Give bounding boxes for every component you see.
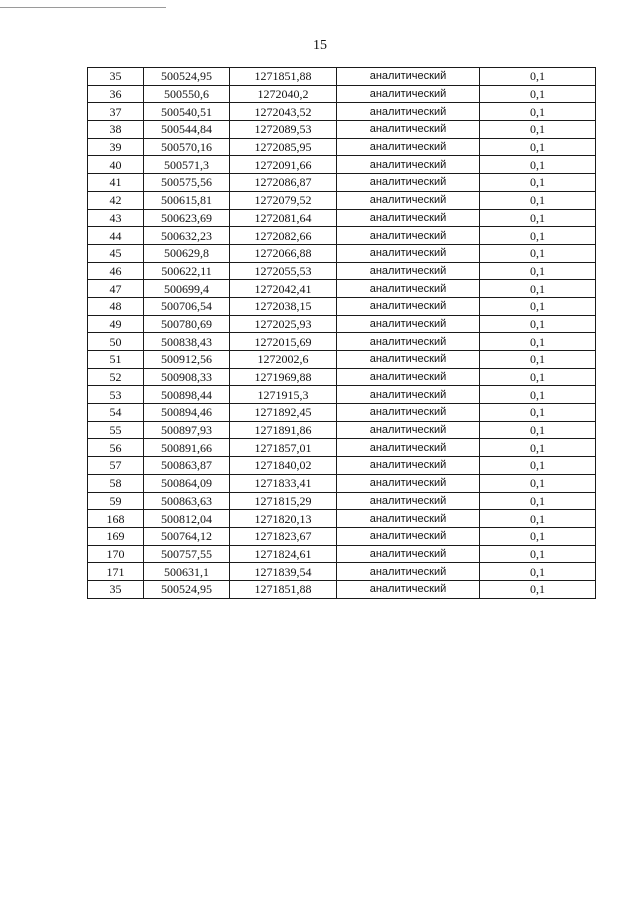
y-coordinate-cell: 1271820,13 — [230, 510, 337, 528]
table-row — [88, 297, 596, 315]
method-cell: аналитический — [337, 244, 480, 262]
method-cell: аналитический — [337, 545, 480, 563]
table-row — [88, 244, 596, 262]
method-cell: аналитический — [337, 262, 480, 280]
x-coordinate-cell: 500838,43 — [144, 333, 230, 351]
y-coordinate-cell: 1272089,53 — [230, 121, 337, 139]
point-number-cell: 40 — [88, 156, 144, 174]
y-coordinate-cell: 1271892,45 — [230, 404, 337, 422]
y-coordinate-cell: 1271891,86 — [230, 421, 337, 439]
error-cell: 0,1 — [480, 315, 596, 333]
error-cell: 0,1 — [480, 439, 596, 457]
x-coordinate-cell: 500898,44 — [144, 386, 230, 404]
table-row — [88, 138, 596, 156]
method-cell: аналитический — [337, 138, 480, 156]
table-row — [88, 386, 596, 404]
method-cell: аналитический — [337, 580, 480, 598]
error-cell: 0,1 — [480, 121, 596, 139]
point-number-cell: 168 — [88, 510, 144, 528]
table-row — [88, 262, 596, 280]
error-cell: 0,1 — [480, 85, 596, 103]
point-number-cell: 44 — [88, 227, 144, 245]
point-number-cell: 43 — [88, 209, 144, 227]
point-number-cell: 171 — [88, 563, 144, 581]
point-number-cell: 47 — [88, 280, 144, 298]
table-row — [88, 156, 596, 174]
point-number-cell: 35 — [88, 68, 144, 86]
point-number-cell: 56 — [88, 439, 144, 457]
point-number-cell: 45 — [88, 244, 144, 262]
page-number: 15 — [313, 38, 327, 53]
point-number-cell: 35 — [88, 580, 144, 598]
error-cell: 0,1 — [480, 209, 596, 227]
x-coordinate-cell: 500524,95 — [144, 68, 230, 86]
error-cell: 0,1 — [480, 138, 596, 156]
x-coordinate-cell: 500524,95 — [144, 580, 230, 598]
x-coordinate-cell: 500544,84 — [144, 121, 230, 139]
point-number-cell: 39 — [88, 138, 144, 156]
table-row — [88, 404, 596, 422]
error-cell: 0,1 — [480, 580, 596, 598]
method-cell: аналитический — [337, 103, 480, 121]
y-coordinate-cell: 1271857,01 — [230, 439, 337, 457]
method-cell: аналитический — [337, 297, 480, 315]
x-coordinate-cell: 500894,46 — [144, 404, 230, 422]
table-row — [88, 545, 596, 563]
x-coordinate-cell: 500699,4 — [144, 280, 230, 298]
method-cell: аналитический — [337, 174, 480, 192]
table-row — [88, 68, 596, 86]
method-cell: аналитический — [337, 209, 480, 227]
point-number-cell: 49 — [88, 315, 144, 333]
y-coordinate-cell: 1272085,95 — [230, 138, 337, 156]
error-cell: 0,1 — [480, 368, 596, 386]
y-coordinate-cell: 1271824,61 — [230, 545, 337, 563]
method-cell: аналитический — [337, 563, 480, 581]
y-coordinate-cell: 1272002,6 — [230, 351, 337, 369]
point-number-cell: 169 — [88, 527, 144, 545]
y-coordinate-cell: 1272043,52 — [230, 103, 337, 121]
method-cell: аналитический — [337, 121, 480, 139]
error-cell: 0,1 — [480, 457, 596, 475]
table-row — [88, 280, 596, 298]
y-coordinate-cell: 1272040,2 — [230, 85, 337, 103]
table-row — [88, 174, 596, 192]
table-row — [88, 368, 596, 386]
method-cell: аналитический — [337, 457, 480, 475]
method-cell: аналитический — [337, 227, 480, 245]
error-cell: 0,1 — [480, 386, 596, 404]
x-coordinate-cell: 500863,87 — [144, 457, 230, 475]
method-cell: аналитический — [337, 351, 480, 369]
y-coordinate-cell: 1272081,64 — [230, 209, 337, 227]
error-cell: 0,1 — [480, 563, 596, 581]
x-coordinate-cell: 500912,56 — [144, 351, 230, 369]
point-number-cell: 170 — [88, 545, 144, 563]
method-cell: аналитический — [337, 280, 480, 298]
error-cell: 0,1 — [480, 262, 596, 280]
table-row — [88, 103, 596, 121]
point-number-cell: 55 — [88, 421, 144, 439]
y-coordinate-cell: 1272066,88 — [230, 244, 337, 262]
error-cell: 0,1 — [480, 545, 596, 563]
error-cell: 0,1 — [480, 421, 596, 439]
x-coordinate-cell: 500812,04 — [144, 510, 230, 528]
x-coordinate-cell: 500622,11 — [144, 262, 230, 280]
point-number-cell: 53 — [88, 386, 144, 404]
x-coordinate-cell: 500575,56 — [144, 174, 230, 192]
x-coordinate-cell: 500615,81 — [144, 191, 230, 209]
x-coordinate-cell: 500757,55 — [144, 545, 230, 563]
point-number-cell: 48 — [88, 297, 144, 315]
error-cell: 0,1 — [480, 527, 596, 545]
x-coordinate-cell: 500891,66 — [144, 439, 230, 457]
table-row — [88, 351, 596, 369]
point-number-cell: 37 — [88, 103, 144, 121]
table-row — [88, 563, 596, 581]
point-number-cell: 38 — [88, 121, 144, 139]
point-number-cell: 46 — [88, 262, 144, 280]
error-cell: 0,1 — [480, 297, 596, 315]
y-coordinate-cell: 1271915,3 — [230, 386, 337, 404]
x-coordinate-cell: 500550,6 — [144, 85, 230, 103]
method-cell: аналитический — [337, 315, 480, 333]
y-coordinate-cell: 1271823,67 — [230, 527, 337, 545]
method-cell: аналитический — [337, 510, 480, 528]
table-row — [88, 315, 596, 333]
table-row — [88, 85, 596, 103]
table-row — [88, 209, 596, 227]
table-row — [88, 333, 596, 351]
error-cell: 0,1 — [480, 351, 596, 369]
x-coordinate-cell: 500570,16 — [144, 138, 230, 156]
y-coordinate-cell: 1272079,52 — [230, 191, 337, 209]
table-row — [88, 510, 596, 528]
point-number-cell: 50 — [88, 333, 144, 351]
error-cell: 0,1 — [480, 191, 596, 209]
x-coordinate-cell: 500571,3 — [144, 156, 230, 174]
point-number-cell: 57 — [88, 457, 144, 475]
top-scan-rule — [0, 7, 166, 8]
error-cell: 0,1 — [480, 404, 596, 422]
y-coordinate-cell: 1272055,53 — [230, 262, 337, 280]
method-cell: аналитический — [337, 527, 480, 545]
method-cell: аналитический — [337, 333, 480, 351]
table-row — [88, 580, 596, 598]
y-coordinate-cell: 1271833,41 — [230, 474, 337, 492]
table-row — [88, 191, 596, 209]
x-coordinate-cell: 500863,63 — [144, 492, 230, 510]
table-row — [88, 492, 596, 510]
error-cell: 0,1 — [480, 227, 596, 245]
method-cell: аналитический — [337, 492, 480, 510]
point-number-cell: 52 — [88, 368, 144, 386]
y-coordinate-cell: 1271851,88 — [230, 580, 337, 598]
error-cell: 0,1 — [480, 510, 596, 528]
table-row — [88, 457, 596, 475]
point-number-cell: 42 — [88, 191, 144, 209]
error-cell: 0,1 — [480, 103, 596, 121]
y-coordinate-cell: 1272082,66 — [230, 227, 337, 245]
error-cell: 0,1 — [480, 244, 596, 262]
y-coordinate-cell: 1271969,88 — [230, 368, 337, 386]
table-row — [88, 474, 596, 492]
y-coordinate-cell: 1272086,87 — [230, 174, 337, 192]
x-coordinate-cell: 500897,93 — [144, 421, 230, 439]
error-cell: 0,1 — [480, 156, 596, 174]
method-cell: аналитический — [337, 421, 480, 439]
y-coordinate-cell: 1272015,69 — [230, 333, 337, 351]
point-number-cell: 58 — [88, 474, 144, 492]
point-number-cell: 59 — [88, 492, 144, 510]
error-cell: 0,1 — [480, 333, 596, 351]
error-cell: 0,1 — [480, 474, 596, 492]
error-cell: 0,1 — [480, 492, 596, 510]
x-coordinate-cell: 500632,23 — [144, 227, 230, 245]
coordinates-table — [87, 67, 596, 599]
y-coordinate-cell: 1271815,29 — [230, 492, 337, 510]
x-coordinate-cell: 500908,33 — [144, 368, 230, 386]
x-coordinate-cell: 500780,69 — [144, 315, 230, 333]
y-coordinate-cell: 1271839,54 — [230, 563, 337, 581]
error-cell: 0,1 — [480, 68, 596, 86]
error-cell: 0,1 — [480, 280, 596, 298]
method-cell: аналитический — [337, 156, 480, 174]
x-coordinate-cell: 500631,1 — [144, 563, 230, 581]
y-coordinate-cell: 1272042,41 — [230, 280, 337, 298]
method-cell: аналитический — [337, 368, 480, 386]
x-coordinate-cell: 500706,54 — [144, 297, 230, 315]
coordinates-table-body — [88, 68, 596, 599]
x-coordinate-cell: 500629,8 — [144, 244, 230, 262]
y-coordinate-cell: 1271840,02 — [230, 457, 337, 475]
table-row — [88, 121, 596, 139]
method-cell: аналитический — [337, 474, 480, 492]
error-cell: 0,1 — [480, 174, 596, 192]
method-cell: аналитический — [337, 68, 480, 86]
table-row — [88, 527, 596, 545]
y-coordinate-cell: 1272091,66 — [230, 156, 337, 174]
method-cell: аналитический — [337, 386, 480, 404]
table-row — [88, 439, 596, 457]
x-coordinate-cell: 500764,12 — [144, 527, 230, 545]
table-row — [88, 421, 596, 439]
point-number-cell: 41 — [88, 174, 144, 192]
x-coordinate-cell: 500540,51 — [144, 103, 230, 121]
y-coordinate-cell: 1271851,88 — [230, 68, 337, 86]
x-coordinate-cell: 500864,09 — [144, 474, 230, 492]
point-number-cell: 36 — [88, 85, 144, 103]
x-coordinate-cell: 500623,69 — [144, 209, 230, 227]
table-row — [88, 227, 596, 245]
method-cell: аналитический — [337, 85, 480, 103]
method-cell: аналитический — [337, 439, 480, 457]
point-number-cell: 54 — [88, 404, 144, 422]
y-coordinate-cell: 1272038,15 — [230, 297, 337, 315]
point-number-cell: 51 — [88, 351, 144, 369]
method-cell: аналитический — [337, 404, 480, 422]
y-coordinate-cell: 1272025,93 — [230, 315, 337, 333]
method-cell: аналитический — [337, 191, 480, 209]
